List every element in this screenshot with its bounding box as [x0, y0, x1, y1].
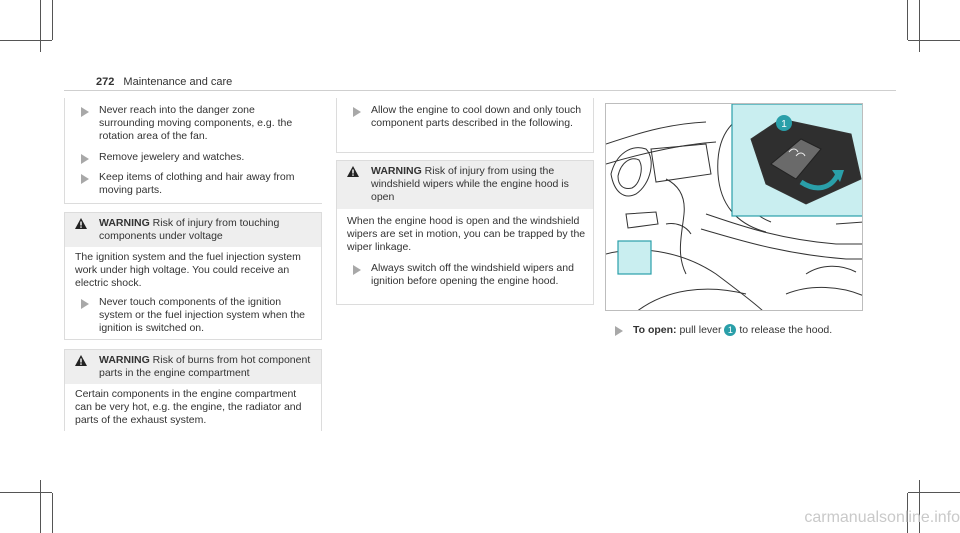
warning-box [336, 160, 594, 305]
bullet-text: Keep items of clothing and hair away from moving parts. [99, 171, 295, 196]
warning-label: WARNING [99, 354, 150, 366]
crop-mark [0, 492, 52, 493]
bullet-text: Allow the engine to cool down and only touch component parts described in the following. [371, 104, 582, 129]
bullet-text: Remove jewelery and watches. [99, 151, 245, 163]
bullet-arrow-icon [81, 174, 89, 184]
crop-mark [40, 480, 41, 533]
watermark: carmanualsonline.info [804, 509, 960, 526]
highlight-box [618, 241, 651, 274]
instruction-text [633, 324, 863, 337]
warning-title: Risk of burns from hot component parts in the engine compartment [99, 354, 311, 379]
warning-triangle-icon [75, 355, 87, 366]
callout-number: 1 [781, 119, 787, 130]
warning-body: The ignition system and the fuel injection system work under high voltage. You could receive an electric shock. [75, 251, 301, 289]
instruction-after: to release the hood. [739, 324, 833, 336]
warning-body: When the engine hood is open and the windshield wipers are set in motion, you can be trapped by the wiper linkage. [347, 215, 586, 253]
hood-release-illustration [605, 103, 863, 311]
bullet-arrow-icon [353, 107, 361, 117]
crop-mark [919, 0, 920, 52]
crop-mark [908, 492, 960, 493]
bullet-box [64, 98, 322, 204]
warning-heading [99, 354, 317, 380]
page-number: 272 [96, 76, 115, 88]
bullet-box [336, 98, 594, 153]
warning-heading [99, 217, 317, 243]
warning-label: WARNING [99, 217, 150, 229]
page-header [96, 76, 232, 88]
dashboard-line-drawing [606, 104, 863, 311]
warning-box [64, 349, 322, 431]
bullet-arrow-icon [81, 299, 89, 309]
lever-callout-badge: 1 [724, 324, 736, 336]
warning-bullet: Never touch components of the ignition system or the fuel injection system when the ignition is switched on. [99, 296, 306, 334]
warning-bullet: Always switch off the windshield wipers and ignition before opening the engine hood. [371, 262, 574, 287]
warning-title: Risk of injury from touching components under voltage [99, 217, 280, 242]
instruction-label: To open: [633, 324, 677, 336]
warning-body: Certain components in the engine compartment can be very hot, e.g. the engine, the radiator and parts of the exhaust system. [75, 388, 302, 426]
crop-mark [907, 0, 908, 40]
warning-title: Risk of injury from using the windshield wipers while the engine hood is open [371, 165, 569, 203]
bullet-arrow-icon [81, 154, 89, 164]
warning-triangle-icon [75, 218, 87, 229]
crop-mark [0, 40, 52, 41]
warning-label: WARNING [371, 165, 422, 177]
header-rule [64, 90, 896, 91]
bullet-arrow-icon [353, 265, 361, 275]
warning-triangle-icon [347, 166, 359, 177]
crop-mark [908, 40, 960, 41]
crop-mark [52, 0, 53, 40]
bullet-text: Never reach into the danger zone surrounding moving components, e.g. the rotation area of the fan. [99, 104, 293, 142]
instruction-before: pull lever [679, 324, 722, 336]
warning-heading [371, 165, 589, 204]
warning-box [64, 212, 322, 340]
bullet-arrow-icon [81, 107, 89, 117]
section-title: Maintenance and care [123, 76, 233, 88]
crop-mark [40, 0, 41, 52]
instruction-arrow-icon [615, 326, 623, 336]
crop-mark [52, 493, 53, 533]
